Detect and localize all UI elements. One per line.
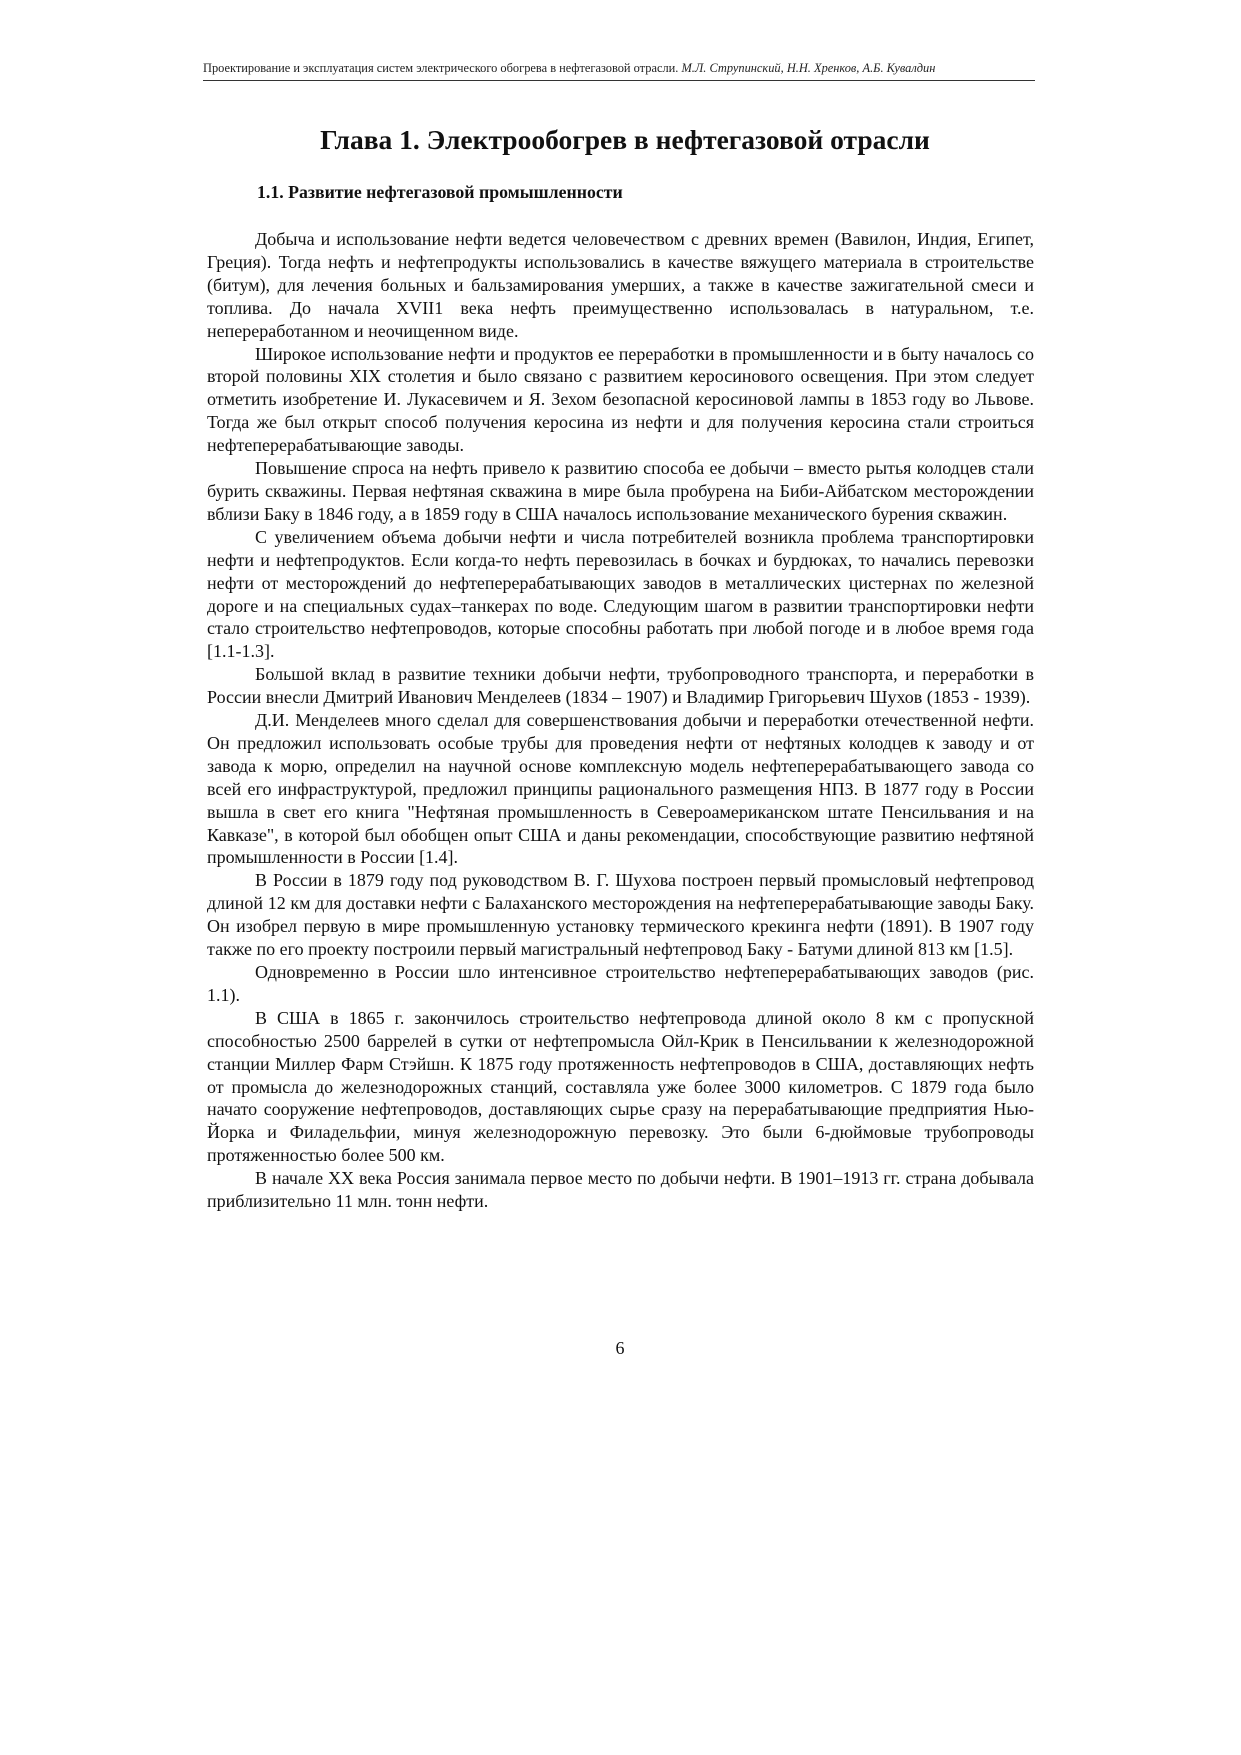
section-title: 1.1. Развитие нефтегазовой промышленности xyxy=(257,182,623,202)
paragraph: В США в 1865 г. закончилось строительство нефтепровода длиной около 8 км с пропускной способностью 2500 баррелей в сутки от нефтепромысла Ойл-Крик в Пенсильвании к железнодорожной станции Миллер Фарм Стэйшн. К 1875 году протяженность нефтепроводов в США, доставляющих нефть от промысла до железнодорожных станций, составляла уже более 3000 километров. С 1879 года было начато сооружение нефтепроводов, доставляющих сырье сразу на перерабатывающие предприятия Нью-Йорка и Филадельфии, минуя железнодорожную перевозку. Это были 6-дюймовые трубопроводы протяженностью более 500 км. xyxy=(207,1007,1034,1166)
running-title: Проектирование и эксплуатация систем электрического обогрева в нефтегазовой отрасли. xyxy=(203,61,679,75)
chapter-title: Глава 1. Электрообогрев в нефтегазовой отрасли xyxy=(320,124,930,155)
paragraph: С увеличением объема добычи нефти и числа потребителей возникла проблема транспортировки нефти и нефтепродуктов. Если когда-то нефть перевозилась в бочках и бурдюках, то начались перевозки нефти от месторождений до нефтеперерабатывающих заводов в металлических цистернах по железной дороге и на специальных судах–танкерах по воде. Следующим шагом в развитии транспортировки нефти стало строительство нефтепроводов, которые способны работать при любой погоде и в любое время года [1.1-1.3]. xyxy=(207,526,1034,662)
paragraph: Добыча и использование нефти ведется человечеством с древних времен (Вавилон, Индия, Египет, Греция). Тогда нефть и нефтепродукты использовались в качестве вяжущего материала в строительстве (битум), для лечения больных и бальзамирования умерших, а также в качестве зажигательной смеси и топлива. До начала XVII1 века нефть преимущественно использовалась в натуральном, т.е. непереработанном и неочищенном виде. xyxy=(207,229,1034,341)
paragraph: Широкое использование нефти и продуктов ее переработки в промышленности и в быту началось со второй половины XIX столетия и было связано с развитием керосинового освещения. При этом следует отметить изобретение И. Лукасевичем и Я. Зехом безопасной керосиновой лампы в 1853 году во Львове. Тогда же был открыт способ получения керосина из нефти и для получения керосина стали строиться нефтеперерабатывающие заводы. xyxy=(207,343,1034,456)
running-authors: М.Л. Струпинский, Н.Н. Хренков, А.Б. Кувалдин xyxy=(681,61,936,75)
paragraph: Большой вклад в развитие техники добычи нефти, трубопроводного транспорта, и переработки в России внесли Дмитрий Иванович Менделеев (1834 – 1907) и Владимир Григорьевич Шухов (1853 - 1939). xyxy=(207,664,1034,708)
paragraph: Одновременно в России шло интенсивное строительство нефтеперерабатывающих заводов (рис. 1.1). xyxy=(207,962,1034,1005)
body-text xyxy=(207,228,1034,1213)
paragraph: В России в 1879 году под руководством В. Г. Шухова построен первый промысловый нефтепровод длиной 12 км для доставки нефти с Балаханского месторождения на нефтеперерабатывающие заводы Баку. Он изобрел первую в мире промышленную установку термического крекинга нефти (1891). В 1907 году также по его проекту построили первый магистральный нефтепровод Баку - Батуми длиной 813 км [1.5]. xyxy=(207,870,1034,960)
paragraph: Повышение спроса на нефть привело к развитию способа ее добычи – вместо рытья колодцев стали бурить скважины. Первая нефтяная скважина в мире была пробурена на Биби-Айбатском месторождении вблизи Баку в 1846 году, а в 1859 году в США началось использование механического бурения скважин. xyxy=(207,458,1034,524)
paragraph: В начале XX века Россия занимала первое место по добычи нефти. В 1901–1913 гг. страна добывала приблизительно 11 млн. тонн нефти. xyxy=(207,1168,1034,1212)
page-number: 6 xyxy=(615,1338,625,1358)
paragraph: Д.И. Менделеев много сделал для совершенствования добычи и переработки отечественной нефти. Он предложил использовать особые трубы для проведения нефти от нефтяных колодцев к заводу и от завода к морю, определил на научной основе комплексную модель нефтеперерабатывающего завода со всей его инфраструктурой, предложил принципы рационального размещения НПЗ. В 1877 году в России вышла в свет его книга "Нефтяная промышленность в Североамериканском штате Пенсильвания и на Кавказе", в которой был обобщен опыт США и даны рекомендации, способствующие развитию нефтяной промышленности в России [1.4]. xyxy=(207,710,1034,868)
running-header xyxy=(203,58,1035,81)
